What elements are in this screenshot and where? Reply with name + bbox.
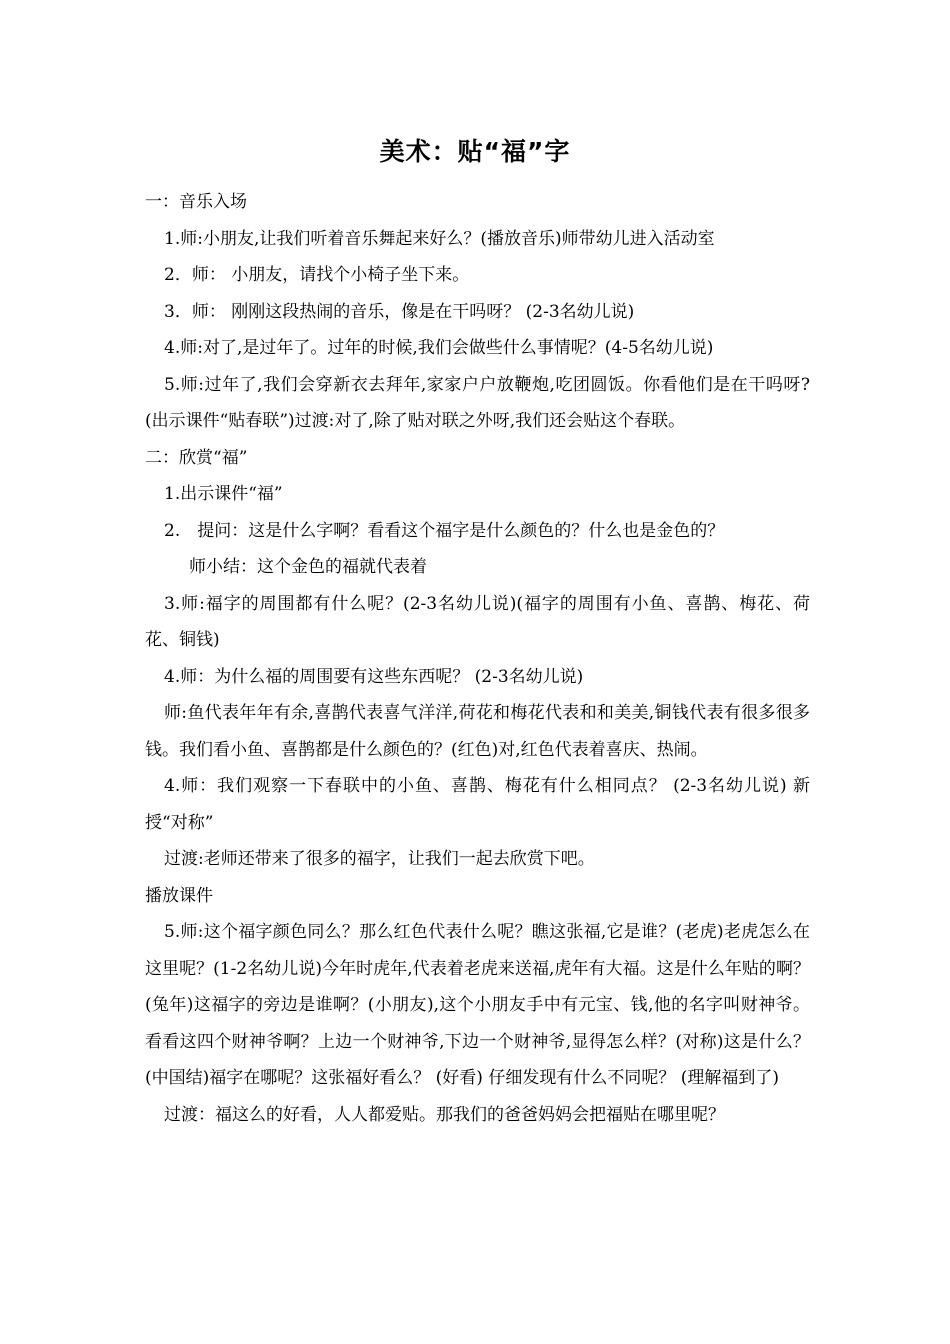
document-body — [145, 184, 810, 1133]
paragraph: 1.出示课件“福” — [164, 484, 283, 504]
page-title: 美术：贴“福”字 — [379, 137, 571, 166]
section-heading: 二：欣赏“福” — [145, 447, 248, 468]
paragraph: 播放课件 — [145, 885, 213, 906]
paragraph: 2. 提问：这是什么字啊？看看这个福字是什么颜色的？什么也是金色的？ — [164, 520, 725, 541]
paragraph: 师小结：这个金色的福就代表着 — [189, 557, 427, 577]
section-heading: 一：音乐入场 — [145, 192, 247, 212]
paragraph: 4.师：我们观察一下春联中的小鱼、喜鹊、梅花有什么相同点？ (2-3名幼儿说) 新授“对称” — [145, 776, 810, 833]
paragraph: 3．师： 刚刚这段热闹的音乐，像是在干吗呀？ (2-3名幼儿说) — [164, 301, 635, 322]
paragraph: 过渡:老师还带来了很多的福字，让我们一起去欣赏下吧。 — [164, 849, 595, 869]
paragraph: 5.师:过年了,我们会穿新衣去拜年,家家户户放鞭炮,吃团圆饭。你看他们是在干吗呀?(出示课件“贴春联”)过渡:对了,除了贴对联之外呀,我们还会贴这个春联。 — [145, 374, 810, 431]
paragraph: 4.师:对了,是过年了。过年的时候,我们会做些什么事情呢？(4-5名幼儿说) — [164, 338, 714, 358]
paragraph: 2．师： 小朋友，请找个小椅子坐下来。 — [164, 265, 470, 285]
paragraph: 4.师：为什么福的周围要有这些东西呢？ (2-3名幼儿说) — [164, 666, 584, 687]
paragraph: 过渡：福这么的好看，人人都爱贴。那我们的爸爸妈妈会把福贴在哪里呢？ — [164, 1104, 725, 1125]
paragraph: 5.师:这个福字颜色同么？那么红色代表什么呢？瞧这张福,它是谁？(老虎)老虎怎么在这里呢？(1-2名幼儿说)今年时虎年,代表着老虎来送福,虎年有大福。这是什么年贴的啊？(兔年)这福字的旁边是谁啊？(小朋友),这个小朋友手中有元宝、钱,他的名字叫财神爷。看看这四个财神爷啊？上边一个财神爷,下边一个财神爷,显得怎么样？(对称)这是什么？(中国结)福字在哪呢？这张福好看么？ (好看) 仔细发现有什么不同呢？ (理解福到了) — [145, 922, 810, 1088]
paragraph: 3.师:福字的周围都有什么呢？(2-3名幼儿说)(福字的周围有小鱼、喜鹊、梅花、荷花、铜钱) — [145, 593, 810, 650]
paragraph: 1.师:小朋友,让我们听着音乐舞起来好么？(播放音乐)师带幼儿进入活动室 — [164, 228, 715, 249]
paragraph: 师:鱼代表年年有余,喜鹊代表喜气洋洋,荷花和梅花代表和和美美,铜钱代表有很多很多钱。我们看小鱼、喜鹊都是什么颜色的？(红色)对,红色代表着喜庆、热闹。 — [145, 703, 810, 760]
